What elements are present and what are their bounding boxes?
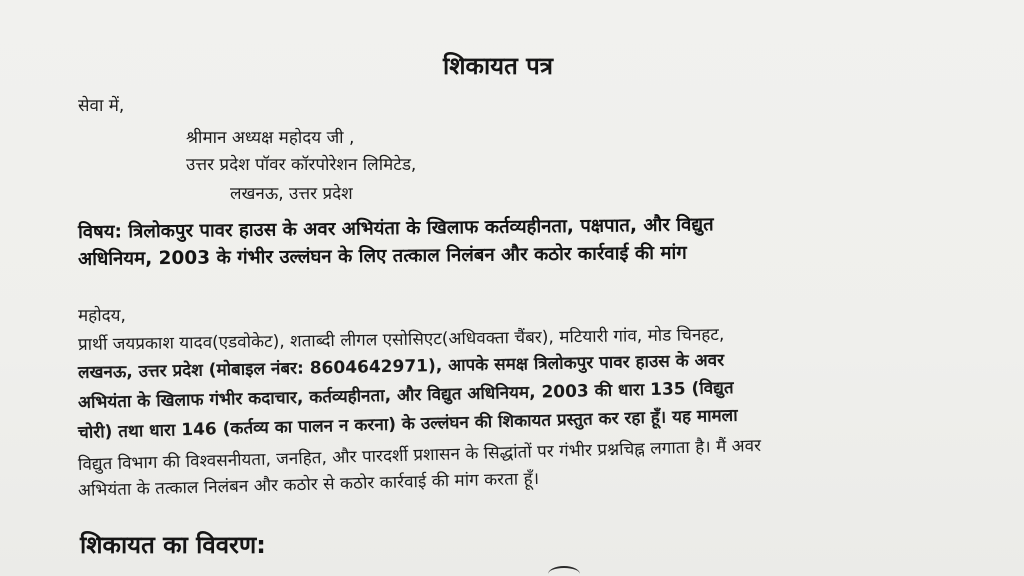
section-heading: शिकायत का विवरण:: [80, 531, 266, 559]
body-line-5: विद्युत विभाग की विश्वसनीयता, जनहित, और पारदर्शी प्रशासन के सिद्धांतों पर गंभीर प्रश्नचिह्न लगाता है। मैं अवर: [77, 435, 762, 475]
to-label: सेवा में,: [78, 96, 125, 116]
cut-off-text-mark: [548, 566, 580, 576]
body-line-3: अभियंता के खिलाफ गंभीर कदाचार, कर्तव्यहीनता, और विद्युत अधिनियम, 2003 की धारा 135 (विद्युत: [77, 378, 734, 413]
subject-line-2: अधिनियम, 2003 के गंभीर उल्लंघन के लिए तत्काल निलंबन और कठोर कार्रवाई की मांग: [77, 242, 687, 270]
body-line-1: प्रार्थी जयप्रकाश यादव(एडवोकेट), शताब्दी लीगल एसोसिएट(अधिवक्ता चैंबर), मटियारी गांव, मोड चिनहट,: [77, 324, 725, 355]
subject-line-1: विषय: त्रिलोकपुर पावर हाउस के अवर अभियंता के खिलाफ कर्तव्यहीनता, पक्षपात, और विद्युत: [77, 214, 714, 243]
recipient-line-2: उत्तर प्रदेश पॉवर कॉरपोरेशन लिमिटेड,: [186, 155, 417, 175]
body-line-6: अभियंता के तत्काल निलंबन और कठोर से कठोर कार्रवाई की मांग करता हूँ।: [77, 468, 540, 501]
body-line-4: चोरी) तथा धारा 146 (कर्तव्य का पालन न करना) के उल्लंघन की शिकायत प्रस्तुत कर रहा हूँ। यह मामला: [77, 405, 738, 443]
recipient-line-3: लखनऊ, उत्तर प्रदेश: [230, 184, 353, 204]
recipient-line-1: श्रीमान अध्यक्ष महोदय जी ,: [186, 128, 355, 148]
page-title: शिकायत पत्र: [443, 52, 554, 80]
body-line-2: लखनऊ, उत्तर प्रदेश (मोबाइल नंबर: 8604642971), आपके समक्ष त्रिलोकपुर पावर हाउस के अवर: [77, 350, 725, 383]
greeting: महोदय,: [78, 306, 126, 326]
